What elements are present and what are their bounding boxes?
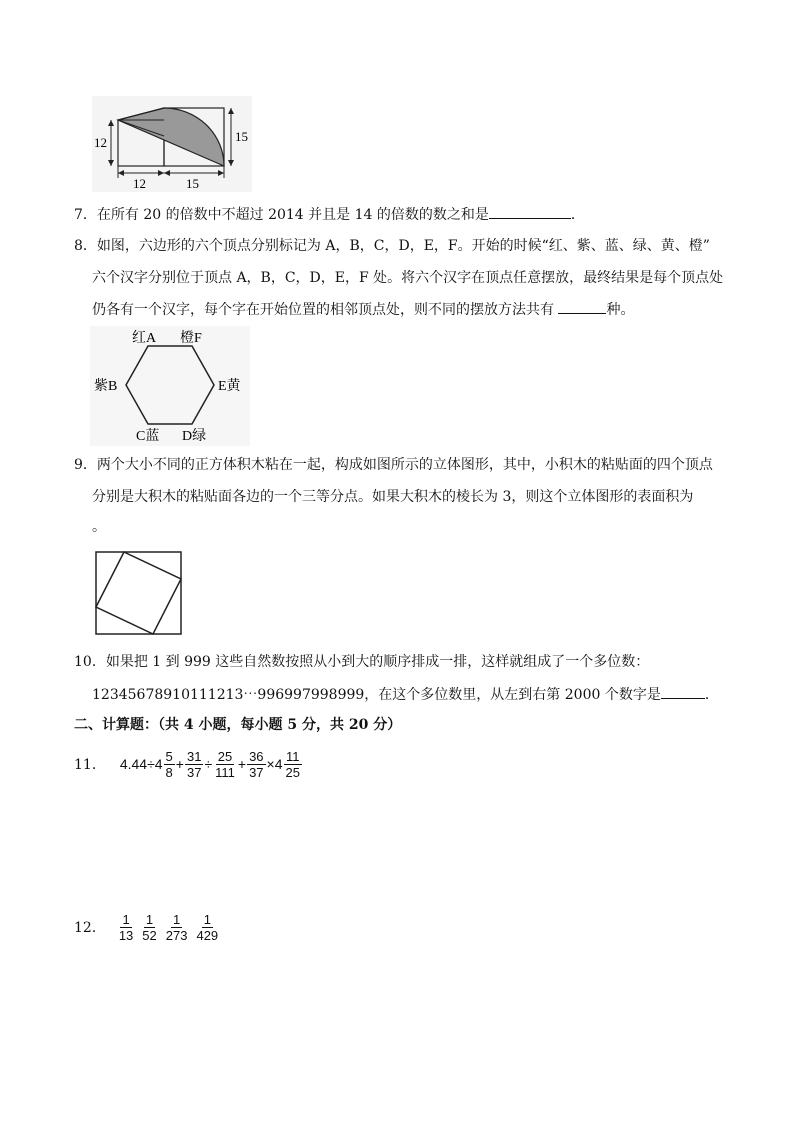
question-10-line2	[92, 684, 719, 705]
vertex-D: D绿	[182, 429, 207, 444]
q11-f1-den: 8	[165, 764, 173, 780]
question-8-line2	[92, 268, 723, 288]
figure-hexagon	[90, 326, 250, 446]
question-9-line2	[92, 487, 693, 507]
question-9-line1	[74, 455, 713, 475]
q11-op3: +	[237, 756, 247, 772]
q11-fraction-4	[247, 749, 265, 780]
q12-f4-num: 1	[203, 911, 211, 927]
question-7	[74, 204, 585, 225]
vertex-F: 橙F	[180, 331, 202, 346]
question-12	[74, 907, 221, 947]
q8-line1: 如图，六边形的六个顶点分别标记为 A，B，C，D，E，F。开始的时候“红、紫、蓝、绿、黄、橙”	[96, 238, 710, 254]
label-right-15: 15	[235, 129, 248, 144]
q8-answer-blank[interactable]	[558, 299, 606, 314]
q9-number: 9．	[74, 457, 97, 473]
q12-f1-den: 13	[118, 927, 134, 943]
q11-number: 11．	[74, 757, 106, 773]
q11-op2: ÷	[204, 756, 213, 772]
q12-f2-num: 1	[145, 911, 154, 927]
section-2-title-text: 二、计算题：（共 4 小题，每小题 5 分，共 20 分）	[74, 717, 402, 733]
q12-f1-num: 1	[122, 911, 130, 927]
question-10-line1	[74, 652, 649, 672]
q12-fraction-3	[164, 912, 190, 943]
figure-squares	[95, 551, 183, 636]
q12-f3-den: 273	[165, 927, 188, 943]
label-bottom-12: 12	[133, 176, 146, 191]
q12-fraction-4	[194, 912, 220, 943]
q8-line3-end: 种。	[606, 302, 635, 318]
q9-line3: 。	[92, 519, 106, 535]
q9-line2: 分别是大积木的粘贴面各边的一个三等分点。如果大积木的棱长为 3，则这个立体图形的表面积为	[92, 489, 694, 505]
figure-rectangles-shaded	[92, 96, 252, 192]
q9-line1: 两个大小不同的正方体积木粘在一起，构成如图所示的立体图形，其中，小积木的粘贴面的四个顶点	[96, 457, 713, 473]
question-11	[74, 744, 303, 784]
q12-fraction-2	[140, 912, 158, 943]
vertex-B: 紫B	[94, 379, 118, 394]
q11-f5-num: 11	[286, 748, 300, 764]
q11-fraction-5	[284, 749, 302, 780]
label-left-12: 12	[94, 135, 107, 150]
section-2-title	[74, 715, 401, 735]
q10-line2: 12345678910111213⋯996997998999，在这个多位数里，从左到右第 2000 个数字是	[92, 687, 661, 703]
q12-f3-num: 1	[173, 911, 181, 927]
q10-line1: 如果把 1 到 999 这些自然数按照从小到大的顺序排成一排，这样就组成了一个多位数：	[105, 654, 650, 670]
q11-a: 4.44÷4	[119, 756, 163, 772]
q10-number: 10．	[74, 654, 106, 670]
q12-f2-den: 52	[142, 927, 157, 943]
q11-f3-den: 111	[215, 764, 235, 780]
q11-fraction-1	[164, 749, 175, 780]
q10-answer-blank[interactable]	[661, 684, 705, 699]
q8-line2: 六个汉字分别位于顶点 A，B，C，D，E，F 处。将六个汉字在顶点任意摆放，最终结果是每个顶点处	[92, 270, 724, 286]
vertex-C: C蓝	[136, 429, 160, 444]
q11-f5-den: 25	[285, 764, 300, 780]
label-bottom-15: 15	[186, 176, 199, 191]
q7-answer-blank[interactable]	[489, 204, 571, 219]
q12-number: 12．	[74, 920, 106, 936]
vertex-E: E黄	[218, 379, 241, 394]
question-9-line3	[92, 517, 106, 537]
q11-f4-den: 37	[249, 764, 264, 780]
question-8-line1	[74, 236, 710, 256]
q12-f4-den: 429	[196, 927, 219, 943]
q11-f4-num: 36	[249, 748, 264, 764]
q11-fraction-3	[213, 749, 237, 780]
q11-f1-num: 5	[165, 748, 173, 764]
q11-f3-num: 25	[217, 748, 233, 764]
q8-number: 8．	[74, 238, 97, 254]
q7-text: 在所有 20 的倍数中不超过 2014 并且是 14 的倍数的数之和是	[96, 207, 489, 223]
q11-op4: ×4	[266, 756, 283, 772]
q11-f2-num: 31	[186, 748, 202, 764]
vertex-A: 红A	[132, 331, 157, 346]
q7-end: ．	[570, 207, 585, 223]
q12-fraction-1	[117, 912, 135, 943]
q7-number: 7．	[74, 207, 97, 223]
q11-fraction-2	[185, 749, 203, 780]
q8-line3: 仍各有一个汉字，每个字在开始位置的相邻顶点处，则不同的摆放方法共有	[92, 302, 554, 318]
q10-line2-end: ．	[704, 687, 719, 703]
q11-op1: +	[175, 756, 184, 772]
question-8-line3	[92, 299, 634, 320]
q11-f2-den: 37	[186, 764, 202, 780]
